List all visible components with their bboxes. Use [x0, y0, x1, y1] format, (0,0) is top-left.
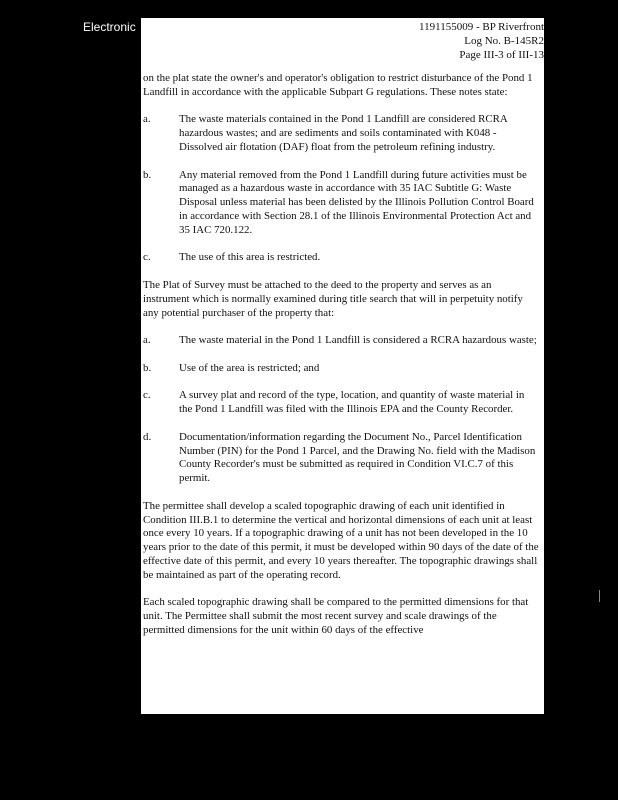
plat-item-text: Documentation/information regarding the Document No., Parcel Identification Number (PIN) for the Pond 1 Parcel, and the Drawing No. field with the Madison County Recorder's must be submitted as required in Condition VI.C.7 of this permit. [179, 430, 536, 485]
document-page [141, 18, 544, 714]
electronic-banner: Electronic [83, 20, 136, 34]
note-item [143, 169, 539, 238]
plat-item-label: d. [143, 430, 152, 443]
note-item [143, 251, 539, 265]
plat-item-text: The waste material in the Pond 1 Landfill is considered a RCRA hazardous waste; [179, 334, 537, 347]
header-log-number: Log No. B-145R2 [464, 35, 544, 47]
note-label: a. [143, 113, 151, 126]
plat-item-label: c. [143, 389, 151, 402]
page-header [419, 20, 544, 62]
note-text: The use of this area is restricted. [179, 251, 321, 264]
plat-item-text: Use of the area is restricted; and [179, 361, 320, 374]
note-label: c. [143, 251, 151, 264]
note-label: b. [143, 168, 152, 181]
plat-paragraph: The Plat of Survey must be attached to the deed to the property and serves as an instrument which is normally examined during title search that will in perpetuity notify any potential purchaser of the property that: [143, 278, 523, 319]
plat-item [143, 362, 539, 376]
plat-item [143, 334, 539, 348]
header-facility-id: 1191155009 - BP Riverfront [419, 21, 544, 33]
scroll-mark [599, 590, 600, 602]
plat-item [143, 431, 539, 486]
plat-item-label: a. [143, 334, 151, 347]
intro-paragraph: on the plat state the owner's and operator's obligation to restrict disturbance of the Pond 1 Landfill in accordance with the applicable Subpart G regulations. These notes state: [143, 72, 533, 98]
topographic-drawing-paragraph: The permittee shall develop a scaled topographic drawing of each unit identified in Condition III.B.1 to determine the vertical and horizontal dimensions of each unit at least once every 10 years. If a topographic drawing of a unit has not been developed in the 10 years prior to the date of this permit, it must be developed within 90 days of the date of the effective date of this permit, and every 10 years thereafter. The topographic drawings shall be maintained as part of the operating record. [143, 499, 539, 581]
plat-item-text: A survey plat and record of the type, location, and quantity of waste material in the Pond 1 Landfill was filed with the Illinois EPA and the County Recorder. [179, 389, 525, 416]
note-text: The waste materials contained in the Pond 1 Landfill are considered RCRA hazardous wastes; and are sediments and soils contaminated with K048 - Dissolved air flotation (DAF) float from the petroleum refining industry. [179, 113, 508, 153]
plat-item [143, 389, 539, 417]
note-item [143, 113, 539, 154]
document-body [143, 72, 539, 651]
header-page-number: Page III-3 of III-13 [459, 49, 544, 61]
note-text: Any material removed from the Pond 1 Landfill during future activities must be managed as a hazardous waste in accordance with 35 IAC Subtitle G: Waste Disposal unless material has been delisted by the Illinois Pollution Control Board in accordance with Section 28.1 of the Illinois Environmental Protection Act and 35 IAC 720.122. [179, 168, 534, 236]
comparison-paragraph: Each scaled topographic drawing shall be compared to the permitted dimensions for that unit. The Permittee shall submit the most recent survey and scale drawings of the permitted dimensions for the unit within 60 days of the effective [143, 596, 529, 636]
plat-item-label: b. [143, 361, 152, 374]
